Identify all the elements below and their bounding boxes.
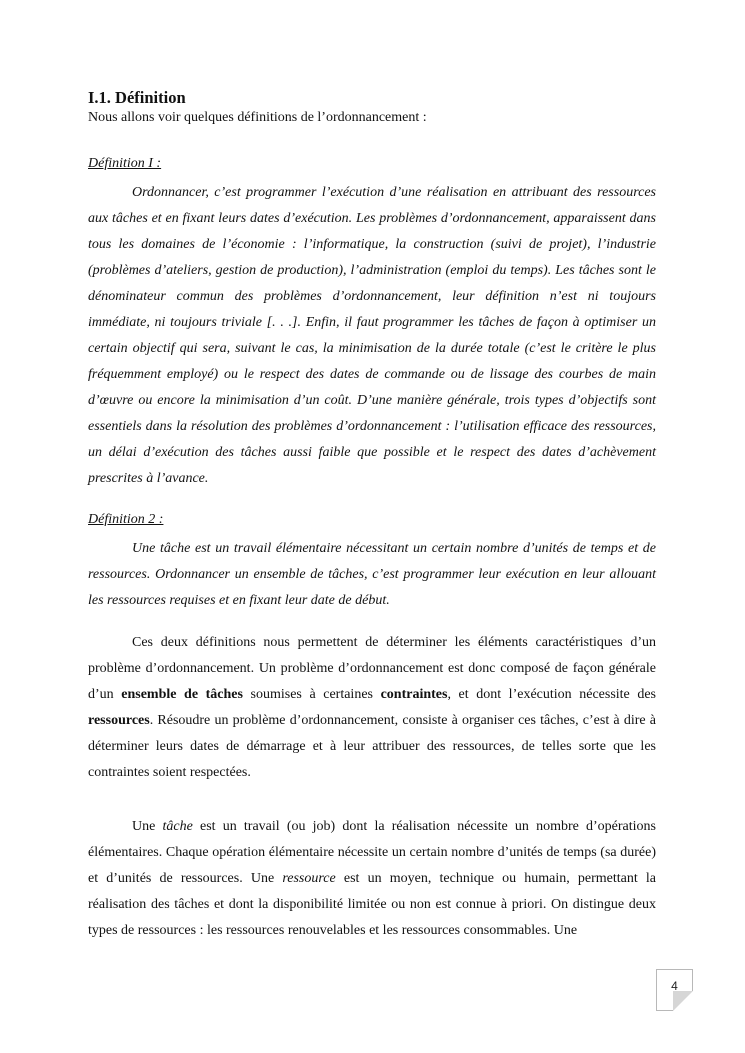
paragraph-4-part3: est un moyen, technique ou humain, permettant la réalisation des tâches et dont la disponibilité limitée ou non est connue à priori. On distingue deux types de ressources : les ressources renouvelables et les ressources consommables. Une bbox=[88, 871, 656, 938]
paragraph-4 bbox=[88, 814, 656, 944]
bold-contraintes: contraintes bbox=[380, 687, 448, 702]
page-content bbox=[88, 88, 656, 944]
definition-2-text: Une tâche est un travail élémentaire nécessitant un certain nombre d’unités de temps et de ressources. Ordonnancer un ensemble de tâches, c’est programmer leur exécution en leur allouant les ressources requises et en fixant leur date de début. bbox=[88, 541, 656, 608]
paragraph-3-part2: soumises à certaines bbox=[242, 687, 381, 702]
italic-ressource: ressource bbox=[282, 871, 336, 886]
bold-ressources: ressources bbox=[88, 713, 150, 728]
section-title: I.1. Définition bbox=[88, 88, 186, 107]
paragraph-4-part1: Une bbox=[132, 819, 163, 834]
bold-ensemble-de-taches: ensemble de tâches bbox=[121, 687, 243, 702]
section-intro: Nous allons voir quelques définitions de l’ordonnancement : bbox=[88, 110, 427, 125]
definition-1-title: Définition I : bbox=[88, 156, 162, 171]
paragraph-3 bbox=[88, 630, 656, 786]
italic-tache: tâche bbox=[162, 819, 193, 834]
paragraph-3-part4: . Résoudre un problème d’ordonnancement, consiste à organiser ces tâches, c’est à dire à déterminer leurs dates de démarrage et à leur attribuer des ressources, de telles sorte que les contraintes soient respectées. bbox=[88, 713, 656, 780]
definition-2-title: Définition 2 : bbox=[88, 512, 164, 527]
page-number: 4 bbox=[671, 979, 678, 993]
paragraph-3-part1: Ces deux définitions nous permettent de déterminer les éléments caractéristiques d’un problème d’ordonnancement. Un problème d’ordonnancement est donc composé de façon générale d’un bbox=[88, 635, 656, 702]
definition-1-text: Ordonnancer, c’est programmer l’exécution d’une réalisation en attribuant des ressources aux tâches et en fixant leurs dates d’exécution. Les problèmes d’ordonnancement, apparaissent dans tous les domaines de l’économie : l’informatique, la construction (suivi de projet), l’industrie (problèmes d’ateliers, gestion de production), l’administration (emploi du temps). Les tâches sont le dénominateur commun des problèmes d’ordonnancement, leur définition n’est ni toujours immédiate, ni toujours triviale [. . .]. Enfin, il faut programmer les tâches de façon à optimiser un certain objectif qui sera, suivant le cas, la minimisation de la durée totale (c’est le critère le plus fréquemment employé) ou le respect des dates de commande ou de lissage des courbes de main d’œuvre ou encore la minimisation d’un coût. D’une manière générale, trois types d’objectifs sont essentiels dans la résolution des problèmes d’ordonnancement : l’utilisation efficace des ressources, un délai d’exécution des tâches aussi faible que possible et le respect des dates d’achèvement prescrites à l’avance. bbox=[88, 185, 656, 486]
page-curl-icon bbox=[673, 991, 693, 1011]
page-number-box bbox=[656, 969, 693, 1011]
paragraph-4-part2: est un travail (ou job) dont la réalisation nécessite un nombre d’opérations élémentaires. Chaque opération élémentaire nécessite un certain nombre d’unités de temps (sa durée) et d’unités de ressources. Une bbox=[88, 819, 656, 886]
paragraph-3-part3: , et dont l’exécution nécessite des bbox=[447, 687, 656, 702]
